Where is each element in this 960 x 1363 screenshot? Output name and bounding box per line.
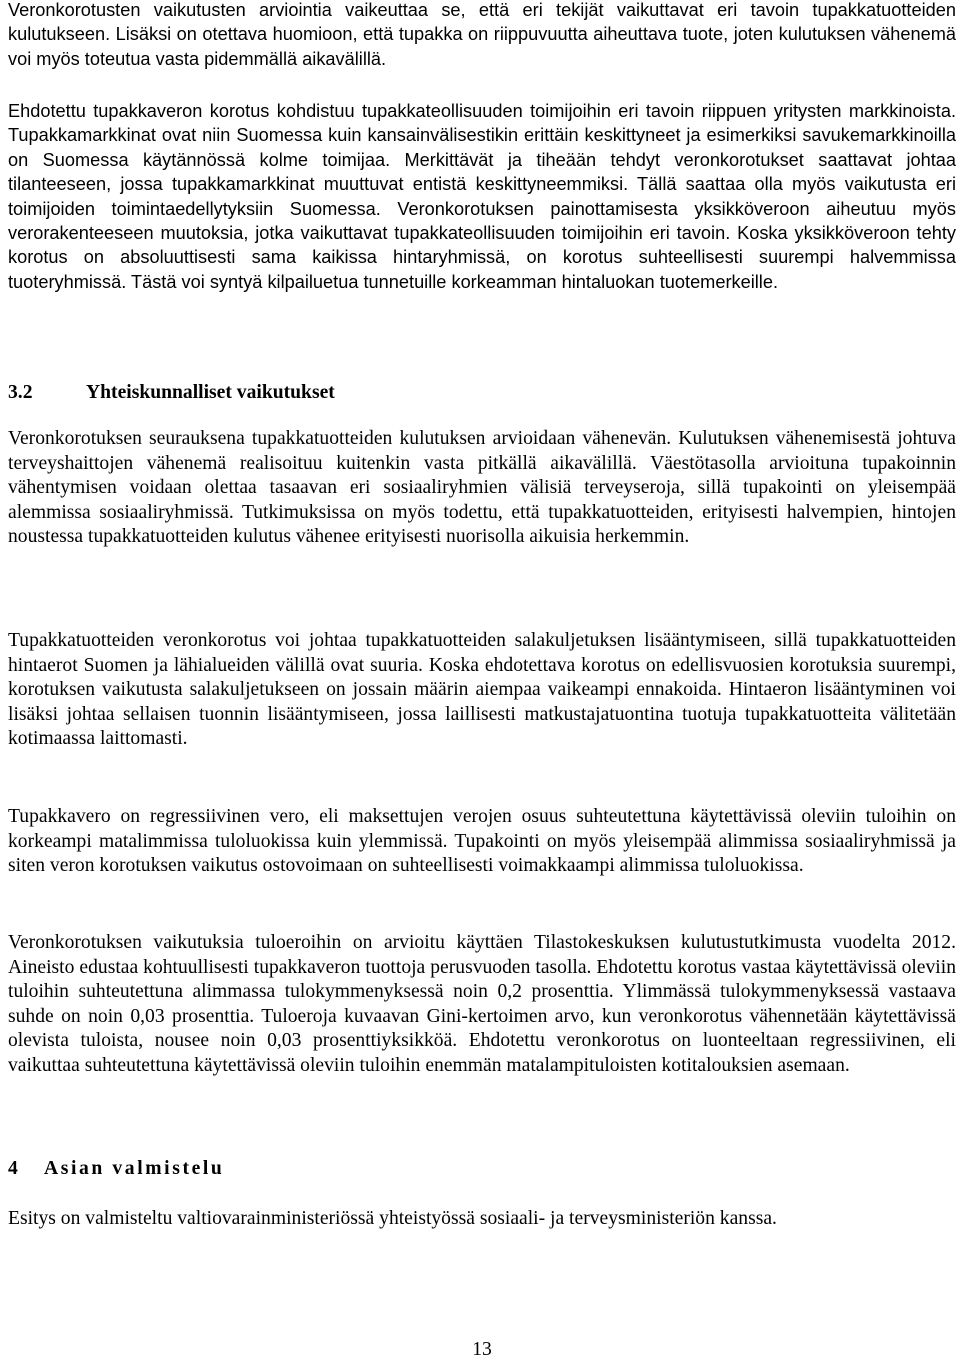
paragraph-6: Veronkorotuksen vaikutuksia tuloeroihin on arvioitu käyttäen Tilastokeskuksen kulutustutkimusta vuodelta 2012. Aineisto edustaa kohtuullisesti tupakkaveron tuottoja perusvuoden tasolla. Ehdotettu korotus vastaa käytettävissä oleviin tuloihin suhteutettuna alimmassa tulokymmenyksessä noin 0,2 prosenttia. Ylimmässä tulokymmenyksessä vastaava suhde on noin 0,03 prosenttia. Tuloeroja kuvaavan Gini-kertoimen arvo, kun veronkorotus vähennetään käytettävissä olevista tuloista, nousee noin 0,03 prosenttiyksikköä. Ehdotettu veronkorotus on luonteeltaan regressiivinen, eli vaikuttaa suhteutettuna käytettävissä oleviin tuloihin enemmän matalampituloisten kotitalouksien asemaan. <box>8 932 956 1076</box>
paragraph-7: Esitys on valmisteltu valtiovarainministeriössä yhteistyössä sosiaali- ja terveysministeriön kanssa. <box>8 1208 777 1229</box>
paragraph-3: Veronkorotuksen seurauksena tupakkatuotteiden kulutuksen arvioidaan vähenevän. Kulutuksen vähenemisestä johtuva terveyshaittojen vähenemä realisoituu kuitenkin vasta pitkällä aikavälillä. Väestötasolla arvioituna tupakoinnin vähentymisen voidaan olettaa tasaavan eri sosiaaliryhmien välisiä terveyseroja, sillä tupakointi on yleisempää alemmissa sosiaaliryhmissä. Tutkimuksissa on myös todettu, että tupakkatuotteiden, erityisesti halvempien, hintojen noustessa tupakkatuotteiden kulutus vähenee erityisesti nuorisolla aikuisia herkemmin. <box>8 428 956 547</box>
paragraph-2: Ehdotettu tupakkaveron korotus kohdistuu tupakkateollisuuden toimijoihin eri tavoin riippuen yritysten markkinoista. Tupakkamarkkinat ovat niin Suomessa kuin kansainvälisestikin erittäin keskittyneet ja esimerkiksi savukemarkkinoilla on Suomessa käytännössä kolme toimijaa. Merkittävät ja tiheään tehdyt veronkorotukset saattavat johtaa tilanteeseen, jossa tupakkamarkkinat muuttuvat entistä keskittyneemmiksi. Tällä saattaa olla myös vaikutusta eri toimijoiden toimintaedellytyksiin Suomessa. Veronkorotuksen painottamisesta yksikköveroon aiheutuu myös verorakenteeseen muutoksia, jotka vaikuttavat tupakkateollisuuden toimijoihin eri tavoin. Koska yksikköveroon tehty korotus on absoluuttisesti sama kaikissa hintaryhmissä, on korotus suhteellisesti suurempi halvemmissa tuoteryhmissä. Tästä voi syntyä kilpailuetua tunnetuille korkeamman hintaluokan tuotemerkeille. <box>8 101 956 292</box>
paragraph-4: Tupakkatuotteiden veronkorotus voi johtaa tupakkatuotteiden salakuljetuksen lisääntymiseen, sillä tupakkatuotteiden hintaerot Suomen ja lähialueiden välillä ovat suuria. Koska ehdotettava korotus on edellisvuosien korotuksia suurempi, korotuksen vaikutusta salakuljetukseen on jossain määrin aiempaa vaikeampi ennakoida. Hintaeron lisääntyminen voi lisäksi johtaa sellaisen tuonnin lisääntymiseen, jossa laillisesti matkustajatuontina tuotuja tupakkatuotteita välitetään kotimaassa laittomasti. <box>8 630 956 749</box>
section-title: Yhteiskunnalliset vaikutukset <box>86 382 335 403</box>
section-number: 4 <box>8 1158 18 1179</box>
page-number: 13 <box>472 1339 492 1360</box>
section-title: Asian valmistelu <box>44 1158 225 1179</box>
section-number: 3.2 <box>8 382 33 403</box>
paragraph-1: Veronkorotusten vaikutusten arviointia vaikeuttaa se, että eri tekijät vaikuttavat eri tavoin tupakkatuotteiden kulutukseen. Lisäksi on otettava huomioon, että tupakka on riippuvuutta aiheuttava tuote, joten kulutuksen vähenemä voi myös toteutua vasta pidemmällä aikavälillä. <box>8 0 956 69</box>
paragraph-5: Tupakkavero on regressiivinen vero, eli maksettujen verojen osuus suhteutettuna käytettävissä oleviin tuloihin on korkeampi matalimmissa tuloluokissa kuin ylemmissä. Tupakointi on myös yleisempää alimmissa sosiaaliryhmissä ja siten veron korotuksen vaikutus ostovoimaan on suhteellisesti voimakkaampi alimmissa tuloluokissa. <box>8 806 956 876</box>
section-heading-4 <box>8 1157 224 1181</box>
section-heading-3-2 <box>8 381 335 405</box>
